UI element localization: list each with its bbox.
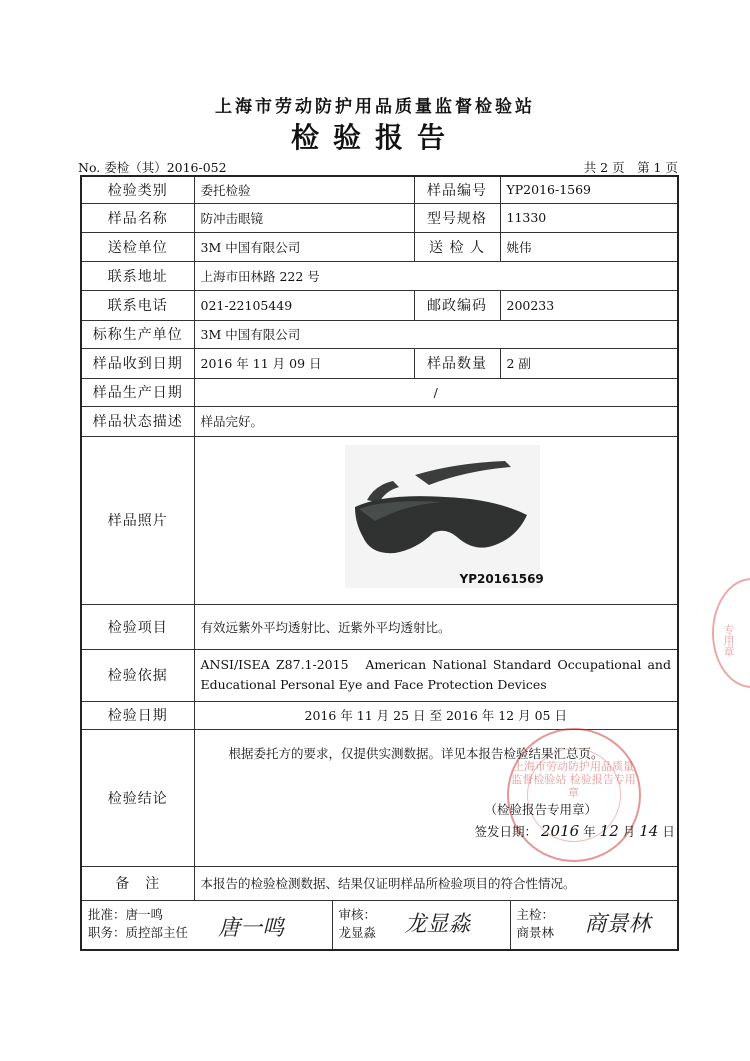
test-date-value: 2016 年 11 月 25 日 至 2016 年 12 月 05 日 — [194, 701, 678, 729]
approver-signature: 唐一鸣 — [218, 915, 285, 941]
phone-label: 联系电话 — [81, 290, 194, 320]
chief-signature: 商景林 — [584, 911, 651, 937]
condition-label: 样品状态描述 — [81, 406, 194, 436]
approver-label: 批准：唐一鸣 — [88, 906, 164, 922]
received-date-value: 2016 年 11 月 09 日 — [194, 348, 414, 378]
quantity-value: 2 副 — [500, 348, 678, 378]
issue-date-day: 14 — [639, 821, 659, 840]
condition-value: 样品完好。 — [194, 406, 678, 436]
production-date-label: 样品生产日期 — [81, 378, 194, 406]
signature-table — [82, 901, 679, 949]
quantity-label: 样品数量 — [414, 348, 500, 378]
issue-date-label: 签发日期： — [474, 823, 538, 839]
items-value: 有效远紫外平均透射比、近紫外平均透射比。 — [194, 604, 678, 649]
sample-name-value: 防冲击眼镜 — [194, 203, 414, 232]
inspection-type-value: 委托检验 — [194, 176, 414, 203]
phone-value: 021-22105449 — [194, 290, 414, 320]
photo-sample-code: YP20161569 — [459, 571, 544, 586]
issue-date-month: 12 — [599, 821, 619, 840]
issue-date-unit-month: 月 — [622, 823, 636, 839]
sample-name-label: 样品名称 — [81, 203, 194, 232]
postcode-value: 200233 — [500, 290, 678, 320]
conclusion-text: 根据委托方的要求，仅提供实测数据。详见本报告检验结果汇总页。 — [228, 745, 604, 761]
report-table — [80, 175, 679, 951]
stamp-note: （检验报告专用章） — [484, 801, 598, 817]
conclusion-cell — [194, 729, 678, 866]
remarks-value: 本报告的检验检测数据、结果仅证明样品所检验项目的符合性情况。 — [194, 866, 678, 900]
photo-cell — [194, 436, 678, 604]
submitted-by-value: 姚伟 — [500, 232, 678, 261]
chief-label: 主检： — [516, 906, 555, 922]
reviewer-signature: 龙显淼 — [404, 911, 471, 937]
address-value: 上海市田林路 222 号 — [194, 261, 678, 290]
edge-seal — [712, 578, 750, 688]
submitter-value: 3M 中国有限公司 — [194, 232, 414, 261]
photo-label: 样品照片 — [81, 436, 194, 604]
approver-title: 职务：质控部主任 — [88, 924, 189, 940]
reviewer-label: 审核： — [338, 906, 377, 922]
items-label: 检验项目 — [81, 604, 194, 649]
report-number: No. 委检（其）2016-052 — [78, 160, 227, 175]
basis-value: ANSI/ISEA Z87.1-2015 American National Standard Occupational and Educational Personal Eye and Face Protection Devices — [194, 649, 678, 701]
production-date-value: / — [194, 378, 678, 406]
inspection-type-label: 检验类别 — [81, 176, 194, 203]
sample-no-label: 样品编号 — [414, 176, 500, 203]
reviewer-cell — [332, 901, 510, 949]
submitted-by-label: 送 检 人 — [414, 232, 500, 261]
model-value: 11330 — [500, 203, 678, 232]
chief-cell — [510, 901, 679, 949]
test-date-label: 检验日期 — [81, 701, 194, 729]
issue-date-unit-year: 年 — [583, 823, 596, 839]
manufacturer-label: 标称生产单位 — [81, 320, 194, 348]
received-date-label: 样品收到日期 — [81, 348, 194, 378]
page-info: 共 2 页 第 1 页 — [583, 160, 678, 175]
chief-name: 商景林 — [516, 924, 555, 940]
issue-date-year: 2016 — [541, 821, 580, 840]
organization-name: 上海市劳动防护用品质量监督检验站 — [215, 97, 535, 117]
issue-date — [475, 822, 675, 840]
edge-seal-text: 专用章 — [722, 624, 735, 657]
submitter-label: 送检单位 — [81, 232, 194, 261]
model-label: 型号规格 — [414, 203, 500, 232]
address-label: 联系地址 — [81, 261, 194, 290]
issue-date-unit-day: 日 — [662, 823, 675, 839]
conclusion-label: 检验结论 — [81, 729, 194, 866]
official-seal-text: 上海市劳动防护用品质量监督检验站 检验报告专用章 — [511, 759, 636, 799]
basis-label: 检验依据 — [81, 649, 194, 701]
reviewer-name: 龙显淼 — [338, 924, 377, 940]
approver-cell — [82, 901, 332, 949]
safety-glasses-icon — [345, 445, 540, 588]
remarks-label: 备 注 — [81, 866, 194, 900]
sample-photo — [345, 445, 540, 588]
sample-no-value: YP2016-1569 — [500, 176, 678, 203]
report-title: 检验报告 — [290, 121, 459, 154]
postcode-label: 邮政编码 — [414, 290, 500, 320]
manufacturer-value: 3M 中国有限公司 — [194, 320, 678, 348]
